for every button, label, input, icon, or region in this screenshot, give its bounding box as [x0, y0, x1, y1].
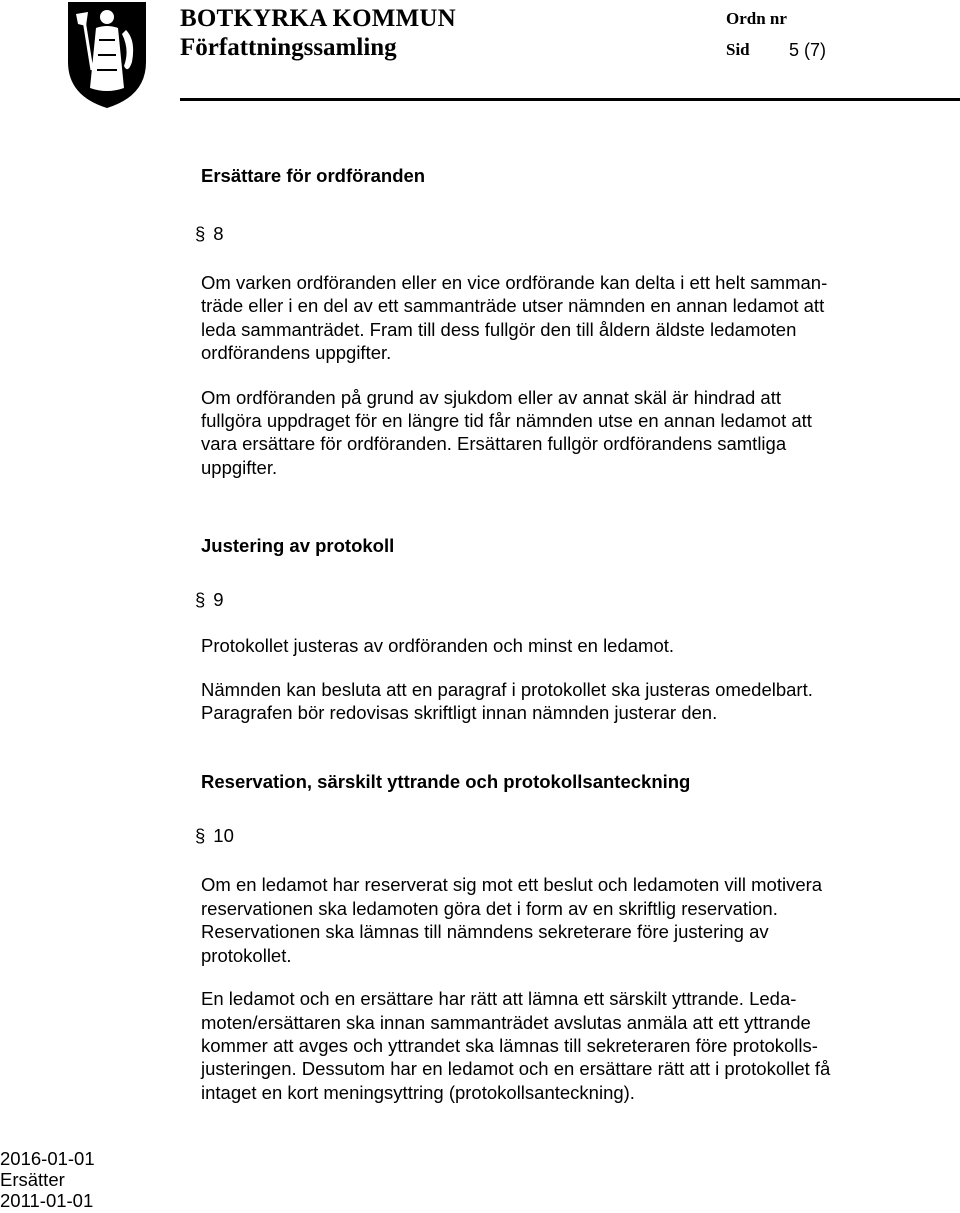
body-paragraph [201, 678, 901, 725]
paragraph-marker [195, 588, 901, 612]
section-symbol: § [195, 589, 206, 611]
text-line: moten/ersättaren ska innan sammanträdet avslutas anmäla att ett yttrande [201, 1011, 811, 1033]
body-paragraph [201, 271, 901, 365]
section-heading: Justering av protokoll [201, 535, 395, 557]
header-rule [180, 98, 960, 101]
section-heading: Reservation, särskilt yttrande och protokollsanteckning [201, 771, 691, 793]
text-line: Reservationen ska lämnas till nämndens sekreterare före justering av [201, 921, 769, 943]
body-paragraph [201, 987, 901, 1104]
paragraph-marker [195, 824, 901, 848]
effective-date: 2016-01-01 [0, 1148, 95, 1169]
replaces-label: Ersätter [0, 1169, 65, 1190]
text-line: ordförandens uppgifter. [201, 342, 392, 364]
municipal-coat-of-arms [66, 0, 148, 110]
section-8 [195, 164, 901, 479]
text-line: Nämnden kan besluta att en paragraf i protokollet ska justeras omedelbart. [201, 678, 813, 700]
paragraph-number: 10 [213, 825, 234, 847]
collection-title: Författningssamling [180, 34, 397, 61]
text-line: Paragrafen bör redovisas skriftligt innan nämnden justerar den. [201, 702, 718, 724]
body-paragraph [201, 873, 901, 967]
text-line: Om en ledamot har reserverat sig mot ett beslut och ledamoten vill motivera [201, 874, 823, 896]
section-heading: Ersättare för ordföranden [201, 165, 426, 186]
ordn-label: Ordn nr [726, 9, 787, 28]
document-body [195, 164, 901, 1104]
section-10 [195, 770, 901, 1104]
text-line: vara ersättare för ordföranden. Ersättaren fullgör ordförandens samtliga [201, 433, 787, 455]
text-line: Protokollet justeras av ordföranden och minst en ledamot. [201, 635, 675, 657]
replaced-date: 2011-01-01 [0, 1190, 94, 1211]
text-line: protokollet. [201, 944, 292, 966]
text-line: reservationen ska ledamoten göra det i form av en skriftlig reservation. [201, 897, 778, 919]
text-line: träde eller i en del av ett sammanträde utser nämnden en annan ledamot att [201, 295, 825, 317]
sid-label: Sid [726, 40, 750, 59]
paragraph-number: 8 [213, 223, 224, 244]
text-line: uppgifter. [201, 456, 278, 478]
footer-dates [0, 1148, 95, 1211]
body-paragraph [201, 386, 901, 480]
section-symbol: § [195, 223, 206, 244]
text-line: intaget en kort meningsyttring (protokollsanteckning). [201, 1081, 635, 1103]
organization-name: BOTKYRKA KOMMUN [180, 5, 456, 32]
text-line: justeringen. Dessutom har en ledamot och en ersättare rätt att i protokollet få [201, 1058, 831, 1080]
text-line: kommer att avges och yttrandet ska lämnas till sekreteraren före protokolls- [201, 1034, 818, 1056]
text-line: leda sammanträdet. Fram till dess fullgör den till åldern äldste ledamoten [201, 318, 797, 340]
paragraph-marker [195, 222, 901, 246]
text-line: Om ordföranden på grund av sjukdom eller av annat skäl är hindrad att [201, 386, 781, 408]
paragraph-number: 9 [213, 589, 224, 611]
text-line: Om varken ordföranden eller en vice ordförande kan delta i ett helt samman- [201, 272, 828, 293]
body-paragraph [201, 634, 901, 657]
section-9 [195, 534, 901, 724]
text-line: fullgöra uppdraget för en längre tid får nämnden utse en annan ledamot att [201, 410, 812, 432]
text-line: En ledamot och en ersättare har rätt att lämna ett särskilt yttrande. Leda- [201, 988, 797, 1010]
page-number: 5 (7) [789, 40, 827, 60]
section-symbol: § [195, 825, 206, 847]
